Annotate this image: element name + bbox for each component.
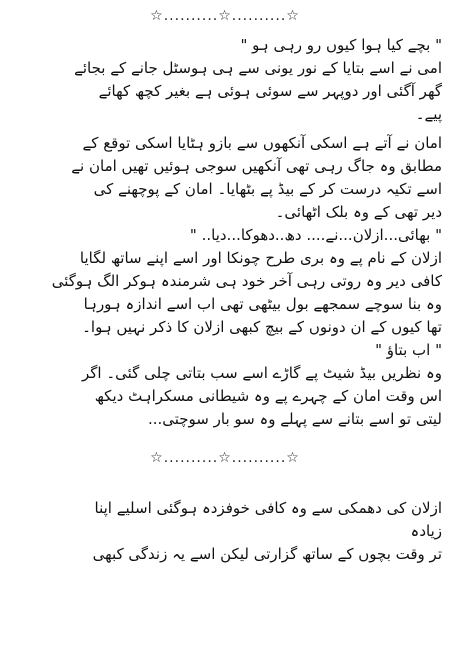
text-line: گھر آگئی اور دوپہر سے سوئی ہوئی ہے بغیر کچھ کھائے xyxy=(98,82,442,100)
text-line: دیر تھی کے وہ بلک اٹھائی۔ xyxy=(275,203,442,221)
text-line: مطابق وہ جاگ رہی تھی آنکھیں سوجی ہوئیں تھیں امان نے xyxy=(71,157,442,175)
paragraph-2 xyxy=(8,132,442,431)
text-line: وہ نظریں بیڈ شیٹ پے گاڑے اسے سب بتاتی چلی گئی۔ اگر xyxy=(82,364,442,382)
text-line: تر وقت بچوں کے ساتھ گزارتی لیکن اسے یہ زندگی کبھی xyxy=(92,545,442,563)
section-divider: ☆..........☆..........☆ xyxy=(150,450,300,466)
text-line: زیادہ xyxy=(410,522,442,540)
section-divider: ☆..........☆..........☆ xyxy=(150,8,300,24)
document-page xyxy=(8,0,442,652)
text-line: امی نے اسے بتایا کے نور یونی سے ہی ہوسٹل جانے کے بجائے xyxy=(74,59,442,77)
text-line: پیے۔ xyxy=(415,105,442,123)
dialogue-line: " اب بتاؤ " xyxy=(375,341,442,359)
text-line: اس وقت امان کے چہرے پے وہ شیطانی مسکراہٹ دیکھ xyxy=(94,387,442,405)
text-line: اسے تکیہ درست کر کے بیڈ پے بٹھایا۔ امان کے پوچھنے کی xyxy=(93,180,442,198)
paragraph-1 xyxy=(8,34,442,126)
text-line: امان نے آتے ہے اسکی آنکھوں سے بازو ہٹایا اسکی توقع کے xyxy=(82,134,442,152)
text-line: ازلان کے نام پے وہ بری طرح چونکا اور اسے اپنے ساتھ لگایا xyxy=(79,249,442,267)
text-line: لیتی تو اسے بتانے سے پہلے وہ سو بار سوچتی... xyxy=(147,410,442,428)
text-line: وہ بنا سوچے سمجھے بول بیٹھی تھی اب اسے اندازہ ہورہا xyxy=(83,295,442,313)
text-line: ازلان کی دھمکی سے وہ کافی خوفزدہ ہوگئی اسلیے اپنا xyxy=(94,499,442,517)
text-line: تھا کیوں کے ان دونوں کے بیچ کبھی ازلان کا ذکر نہیں ہوا۔ xyxy=(82,318,442,336)
paragraph-3 xyxy=(8,497,442,566)
text-line: " بچے کیا ہوا کیوں رو رہی ہو " xyxy=(240,36,442,54)
text-line: کافی دیر وہ روتی رہی آخر خود ہی شرمندہ ہوکر الگ ہوگئی xyxy=(51,272,442,290)
dialogue-line: " بھائی...ازلان...نے.... دھ..دھوکا...دیا.. " xyxy=(189,226,442,244)
